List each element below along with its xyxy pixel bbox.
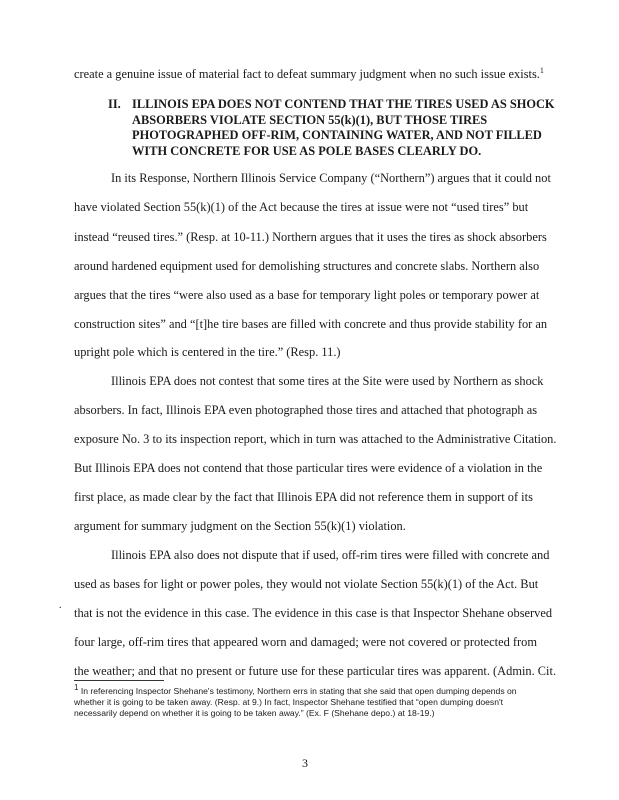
- paragraph-line: have violated Section 55(k)(1) of the Act because the tires at issue were not “used tires” but: [74, 200, 529, 214]
- paragraph-line: that is not the evidence in this case. The evidence in this case is that Inspector Shehane observed: [74, 606, 553, 620]
- paragraph-line: around hardened equipment used for demolishing structures and concrete slabs. Northern also: [74, 259, 540, 273]
- page-number: 3: [302, 756, 308, 770]
- paragraph-line: argues that the tires “were also used as a base for temporary light poles or temporary power at: [74, 288, 540, 302]
- footnote-separator: [74, 680, 164, 681]
- heading-line: WITH CONCRETE FOR USE AS POLE BASES CLEARLY DO.: [132, 143, 482, 158]
- paragraph-line: used as bases for light or power poles, they would not violate Section 55(k)(1) of the Act. But: [74, 577, 539, 591]
- stray-mark: .: [59, 600, 62, 611]
- paragraph-line: instead “reused tires.” (Resp. at 10-11.) Northern argues that it uses the tires as shock absorbers: [74, 230, 547, 244]
- paragraph-line: Illinois EPA does not contest that some tires at the Site were used by Northern as shock: [111, 374, 544, 388]
- footnote-reference[interactable]: 1: [539, 65, 544, 75]
- body-line-text: create a genuine issue of material fact to defeat summary judgment when no such issue exists.: [74, 67, 540, 81]
- paragraph-line: four large, off-rim tires that appeared worn and damaged; were not covered or protected from: [74, 635, 537, 649]
- section-heading: [108, 97, 555, 158]
- paragraph-line: construction sites” and “[t]he tire bases are filled with concrete and thus provide stability for an: [74, 317, 548, 331]
- paragraph-line: first place, as made clear by the fact that Illinois EPA did not reference them in support of its: [74, 490, 533, 504]
- paragraph-line: the weather; and that no present or future use for these particular tires was apparent. (Admin. Cit.: [74, 664, 557, 678]
- footnote-line: [74, 683, 517, 697]
- paragraph-line: Illinois EPA also does not dispute that if used, off-rim tires were filled with concrete and: [111, 548, 550, 562]
- footnote-marker: 1: [74, 683, 79, 693]
- section-heading-text: [132, 97, 555, 159]
- body-line: [74, 67, 544, 81]
- paragraph-line: In its Response, Northern Illinois Service Company (“Northern”) argues that it could not: [111, 171, 551, 185]
- paragraph-line: upright pole which is centered in the tire.” (Resp. 11.): [74, 345, 341, 359]
- heading-line: ABSORBERS VIOLATE SECTION 55(k)(1), BUT THOSE TIRES: [132, 112, 488, 127]
- heading-line: PHOTOGRAPHED OFF-RIM, CONTAINING WATER, AND NOT FILLED: [132, 128, 542, 142]
- footnote-line: whether it is going to be taken away. (Resp. at 9.) In fact, Inspector Shehane testified that “open dumping doesn't: [74, 697, 504, 707]
- footnote-line: necessarily depend on whether it is going to be taken away.” (Ex. F (Shehane depo.) at 18-19.): [74, 708, 435, 718]
- footnote-text: In referencing Inspector Shehane's testimony, Northern errs in stating that she said that open dumping depends on: [80, 686, 517, 696]
- section-number: II.: [108, 97, 121, 111]
- paragraph-line: absorbers. In fact, Illinois EPA even photographed those tires and attached that photograph as: [74, 403, 538, 417]
- paragraph-line: But Illinois EPA does not contend that those particular tires were evidence of a violation in the: [74, 461, 543, 475]
- paragraph-line: argument for summary judgment on the Section 55(k)(1) violation.: [74, 519, 406, 533]
- heading-line: ILLINOIS EPA DOES NOT CONTEND THAT THE TIRES USED AS SHOCK: [132, 97, 555, 111]
- paragraph-line: exposure No. 3 to its inspection report, which in turn was attached to the Administrative Citation.: [74, 432, 557, 446]
